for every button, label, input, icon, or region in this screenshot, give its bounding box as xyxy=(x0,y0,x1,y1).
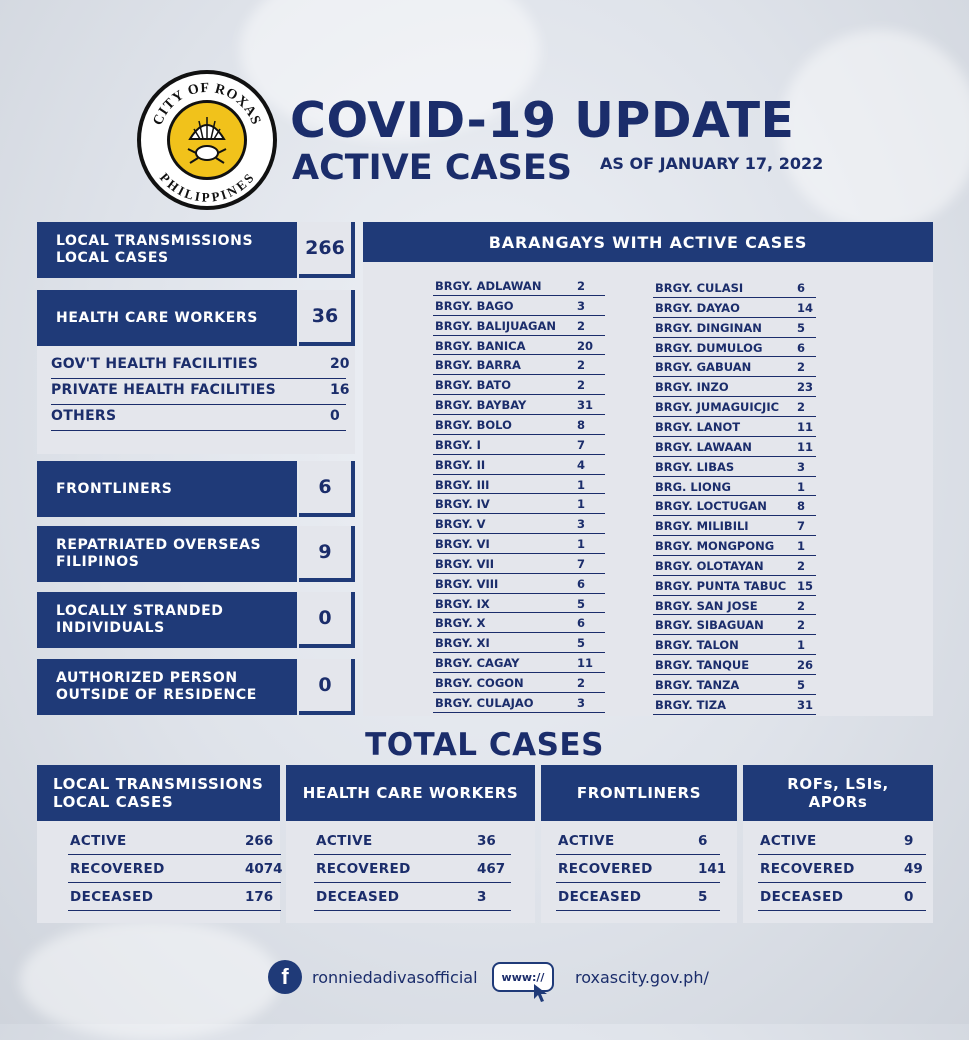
total-row-value: 36 xyxy=(477,833,496,849)
barangay-value: 11 xyxy=(577,656,594,671)
total-column-title: ROFs, LSIs, xyxy=(787,775,889,793)
barangay-name: BRGY. LIBAS xyxy=(655,459,735,474)
total-row xyxy=(758,828,926,855)
barangay-name: BRGY. OLOTAYAN xyxy=(655,558,764,573)
barangay-name: BRGY. DAYAO xyxy=(655,300,740,315)
barangay-name: BRGY. BANICA xyxy=(435,338,526,353)
barangay-name: BRGY. CULAJAO xyxy=(435,695,534,710)
stat-label: AUTHORIZED PERSON xyxy=(56,670,238,686)
total-row-value: 266 xyxy=(245,833,274,849)
total-row xyxy=(314,856,511,883)
barangay-name: BRGY. CAGAY xyxy=(435,656,520,671)
barangay-value: 6 xyxy=(577,616,586,631)
stat-locally-stranded xyxy=(37,592,355,648)
barangay-value: 2 xyxy=(577,318,586,333)
total-row-label: DECEASED xyxy=(558,889,642,905)
total-row xyxy=(556,884,720,911)
facebook-icon[interactable]: f xyxy=(268,960,302,994)
barangay-name: BRG. LIONG xyxy=(655,479,731,494)
barangay-value: 7 xyxy=(577,556,586,571)
barangay-value: 2 xyxy=(797,400,806,415)
barangay-name: BRGY. TALON xyxy=(655,638,739,653)
barangays-list-panel xyxy=(363,262,933,716)
barangay-value: 31 xyxy=(577,398,594,413)
total-row xyxy=(758,856,926,883)
page-title: COVID-19 UPDATE xyxy=(290,92,795,149)
total-row-value: 6 xyxy=(698,833,708,849)
total-column-header xyxy=(286,765,535,821)
barangay-value: 20 xyxy=(577,338,594,353)
barangay-value: 3 xyxy=(577,695,586,710)
total-row-label: DECEASED xyxy=(316,889,400,905)
stat-value: 6 xyxy=(299,461,355,517)
stat-label: OUTSIDE OF RESIDENCE xyxy=(56,687,257,703)
barangay-value: 3 xyxy=(577,298,586,313)
barangay-row xyxy=(433,653,605,673)
barangay-row xyxy=(653,338,816,358)
barangay-name: BRGY. CULASI xyxy=(655,281,744,295)
barangay-row xyxy=(433,673,605,693)
website-link[interactable]: roxascity.gov.ph/ xyxy=(575,968,709,987)
barangay-value: 26 xyxy=(797,658,814,673)
total-row-value: 176 xyxy=(245,889,274,905)
barangay-name: BRGY. III xyxy=(435,477,490,492)
barangay-value: 5 xyxy=(577,596,586,611)
total-row xyxy=(68,828,281,855)
barangay-row xyxy=(653,655,816,675)
barangay-row xyxy=(433,435,605,455)
barangay-name: BRGY. TANQUE xyxy=(655,658,750,673)
web-icon: www:// xyxy=(492,962,554,992)
shell-crab-icon xyxy=(170,103,244,177)
barangay-value: 5 xyxy=(797,678,806,692)
total-row xyxy=(758,884,926,911)
total-column xyxy=(37,765,283,923)
barangay-row xyxy=(433,494,605,514)
barangay-name: BRGY. PUNTA TABUC xyxy=(655,578,787,593)
barangay-value: 11 xyxy=(797,439,814,454)
stat-frontliners xyxy=(37,461,355,517)
barangay-name: BRGY. VII xyxy=(435,556,495,571)
barangay-name: BRGY. IV xyxy=(435,497,490,512)
barangay-row xyxy=(653,615,816,635)
barangay-row xyxy=(653,635,816,655)
background-virus-shape xyxy=(780,30,969,230)
total-column-title: LOCAL CASES xyxy=(53,793,174,811)
barangay-row xyxy=(433,355,605,375)
facility-name: PRIVATE HEALTH FACILITIES xyxy=(51,382,277,398)
stat-value: 266 xyxy=(299,222,355,278)
barangay-name: BRGY. DUMULOG xyxy=(655,340,763,355)
barangay-value: 3 xyxy=(577,517,586,532)
total-row-label: RECOVERED xyxy=(316,861,411,877)
total-column-body xyxy=(743,821,933,923)
stat-label: LOCAL CASES xyxy=(56,250,169,266)
stat-value: 9 xyxy=(299,526,355,582)
barangay-value: 6 xyxy=(577,576,586,591)
barangay-value: 6 xyxy=(797,340,806,355)
barangay-row xyxy=(433,693,605,713)
total-row xyxy=(314,884,511,911)
barangay-value: 7 xyxy=(797,519,806,534)
stat-label: REPATRIATED OVERSEAS xyxy=(56,537,262,553)
barangay-name: BRGY. X xyxy=(435,616,486,631)
stat-label: INDIVIDUALS xyxy=(56,620,165,636)
total-row-label: RECOVERED xyxy=(70,861,165,877)
total-column-title: APORs xyxy=(808,793,868,811)
facility-value: 16 xyxy=(330,382,350,398)
barangay-row xyxy=(433,455,605,475)
barangay-value: 2 xyxy=(577,676,586,690)
barangay-value: 1 xyxy=(577,537,586,552)
stat-label: FILIPINOS xyxy=(56,554,140,570)
barangay-row xyxy=(653,278,816,298)
total-row-value: 9 xyxy=(904,833,914,849)
total-row-value: 5 xyxy=(698,889,708,905)
barangay-name: BRGY. I xyxy=(435,437,481,452)
hcw-breakdown xyxy=(37,346,355,454)
barangay-name: BRGY. DINGINAN xyxy=(655,320,762,335)
barangay-row xyxy=(653,477,816,497)
barangay-row xyxy=(653,397,816,417)
barangay-name: BRGY. TIZA xyxy=(655,697,726,712)
total-column-header xyxy=(541,765,737,821)
barangay-row xyxy=(433,276,605,296)
barangay-name: BRGY. TANZA xyxy=(655,678,740,692)
total-column xyxy=(286,765,535,923)
facility-name: OTHERS xyxy=(51,408,117,424)
barangay-value: 2 xyxy=(797,360,806,375)
total-column-body xyxy=(37,821,283,923)
total-row xyxy=(314,828,511,855)
barangay-name: BRGY. BALIJUAGAN xyxy=(435,318,557,333)
barangay-row xyxy=(433,375,605,395)
facility-value: 0 xyxy=(330,408,340,424)
stat-value: 0 xyxy=(299,592,355,648)
barangay-name: BRGY. II xyxy=(435,457,486,472)
barangay-row xyxy=(653,417,816,437)
barangay-name: BRGY. BATO xyxy=(435,378,511,393)
barangay-name: BRGY. IX xyxy=(435,596,490,611)
barangay-row xyxy=(653,437,816,457)
total-row-value: 141 xyxy=(698,861,727,877)
stat-label: LOCAL TRANSMISSIONS xyxy=(56,233,254,249)
barangay-row xyxy=(653,596,816,616)
total-row-value: 49 xyxy=(904,861,923,877)
total-row-label: RECOVERED xyxy=(760,861,855,877)
barangay-value: 8 xyxy=(577,417,586,432)
total-row-value: 4074 xyxy=(245,861,283,877)
barangay-name: BRGY. SIBAGUAN xyxy=(655,618,764,633)
barangay-value: 7 xyxy=(577,437,586,452)
barangay-row xyxy=(653,457,816,477)
barangay-name: BRGY. MILIBILI xyxy=(655,519,749,534)
barangay-value: 1 xyxy=(577,477,586,492)
barangay-value: 1 xyxy=(797,539,806,554)
stat-repatriated-ofw xyxy=(37,526,355,582)
barangay-value: 1 xyxy=(797,638,806,653)
facility-name: GOV'T HEALTH FACILITIES xyxy=(51,356,259,372)
barangay-value: 2 xyxy=(797,618,806,633)
barangays-header: BARANGAYS WITH ACTIVE CASES xyxy=(363,222,933,262)
stat-health-care-workers xyxy=(37,290,355,346)
stat-local-transmissions xyxy=(37,222,355,278)
barangay-value: 2 xyxy=(577,279,586,293)
total-row-value: 0 xyxy=(904,889,914,905)
barangay-row xyxy=(433,316,605,336)
seal-emblem xyxy=(167,100,247,180)
barangay-value: 14 xyxy=(797,300,814,315)
barangay-row xyxy=(653,357,816,377)
stat-label: FRONTLINERS xyxy=(56,480,173,497)
total-row xyxy=(68,856,281,883)
hcw-breakdown-row xyxy=(51,352,350,379)
total-column-body xyxy=(286,821,535,923)
barangay-value: 11 xyxy=(797,419,814,434)
stat-label: HEALTH CARE WORKERS xyxy=(56,309,258,326)
total-column xyxy=(541,765,737,923)
barangay-row xyxy=(433,415,605,435)
hcw-breakdown-row xyxy=(51,378,350,405)
stat-value: 36 xyxy=(299,290,355,346)
barangay-row xyxy=(433,633,605,653)
seal-top-text: CITY OF ROXAS xyxy=(150,80,264,128)
barangay-row xyxy=(653,496,816,516)
barangay-row xyxy=(433,534,605,554)
page-subtitle: ACTIVE CASES xyxy=(292,148,572,188)
barangay-name: BRGY. BOLO xyxy=(435,417,512,432)
barangay-row xyxy=(653,576,816,596)
barangay-value: 15 xyxy=(797,578,814,593)
city-seal-logo xyxy=(137,70,277,210)
barangay-value: 5 xyxy=(577,636,586,651)
barangay-name: BRGY. JUMAGUICJIC xyxy=(655,400,780,415)
total-row-label: DECEASED xyxy=(70,889,154,905)
hcw-breakdown-row xyxy=(51,404,346,431)
barangay-row xyxy=(653,536,816,556)
barangay-row xyxy=(433,613,605,633)
barangay-value: 2 xyxy=(797,558,806,573)
stat-label: LOCALLY STRANDED xyxy=(56,603,224,619)
facility-value: 20 xyxy=(330,356,350,372)
barangay-name: BRGY. GABUAN xyxy=(655,360,752,375)
barangay-row xyxy=(433,574,605,594)
total-row-label: RECOVERED xyxy=(558,861,653,877)
barangay-name: BRGY. BARRA xyxy=(435,358,521,373)
barangay-value: 1 xyxy=(797,479,806,494)
total-row-label: ACTIVE xyxy=(316,833,373,849)
total-row-value: 3 xyxy=(477,889,487,905)
barangay-value: 8 xyxy=(797,499,806,514)
barangay-name: BRGY. VIII xyxy=(435,576,499,591)
barangay-value: 5 xyxy=(797,320,806,335)
barangay-name: BRGY. BAYBAY xyxy=(435,398,527,413)
background-virus-shape xyxy=(20,920,280,1040)
facebook-handle[interactable]: ronniedadivasofficial xyxy=(312,968,478,987)
barangay-row xyxy=(433,296,605,316)
total-row xyxy=(556,828,720,855)
barangay-value: 2 xyxy=(577,378,586,393)
total-column-header xyxy=(743,765,933,821)
seal-bottom-text: PHILIPPINES xyxy=(156,169,258,205)
barangay-row xyxy=(653,298,816,318)
stat-value: 0 xyxy=(299,659,355,715)
total-row-label: DECEASED xyxy=(760,889,844,905)
barangay-value: 31 xyxy=(797,697,814,712)
barangay-row xyxy=(653,377,816,397)
total-row-label: ACTIVE xyxy=(70,833,127,849)
barangay-name: BRGY. INZO xyxy=(655,380,729,395)
total-cases-title: TOTAL CASES xyxy=(365,727,604,763)
total-column xyxy=(743,765,933,923)
barangay-row xyxy=(433,336,605,356)
total-row xyxy=(68,884,281,911)
barangay-name: BRGY. BAGO xyxy=(435,298,514,313)
total-column-header xyxy=(37,765,280,821)
stat-authorized-person xyxy=(37,659,355,715)
barangay-value: 2 xyxy=(797,598,806,613)
cursor-icon xyxy=(532,982,552,1004)
barangay-name: BRGY. ADLAWAN xyxy=(435,279,542,293)
barangay-row xyxy=(653,675,816,695)
total-row-value: 467 xyxy=(477,861,506,877)
barangay-value: 2 xyxy=(577,358,586,373)
barangay-value: 3 xyxy=(797,459,806,474)
barangay-row xyxy=(653,556,816,576)
barangay-name: BRGY. MONGPONG xyxy=(655,539,775,554)
barangay-row xyxy=(433,475,605,495)
barangay-name: BRGY. V xyxy=(435,517,486,532)
total-column-title: FRONTLINERS xyxy=(576,784,702,802)
barangay-value: 6 xyxy=(797,281,806,295)
barangay-row xyxy=(433,514,605,534)
barangay-row xyxy=(433,594,605,614)
total-row xyxy=(556,856,727,883)
total-column-body xyxy=(541,821,737,923)
barangay-name: BRGY. COGON xyxy=(435,676,524,690)
barangay-name: BRGY. SAN JOSE xyxy=(655,598,758,613)
barangay-row xyxy=(653,318,816,338)
barangay-row xyxy=(653,695,816,715)
barangay-row xyxy=(653,516,816,536)
barangay-name: BRGY. LOCTUGAN xyxy=(655,499,767,514)
as-of-date: AS OF JANUARY 17, 2022 xyxy=(600,154,824,173)
barangay-name: BRGY. VI xyxy=(435,537,490,552)
barangay-value: 1 xyxy=(577,497,586,512)
total-row-label: ACTIVE xyxy=(558,833,615,849)
barangay-value: 4 xyxy=(577,457,586,472)
barangay-name: BRGY. LAWAAN xyxy=(655,439,752,454)
barangay-row xyxy=(433,554,605,574)
barangay-value: 23 xyxy=(797,380,814,395)
barangay-name: BRGY. XI xyxy=(435,636,490,651)
total-column-title: HEALTH CARE WORKERS xyxy=(302,784,519,802)
total-row-label: ACTIVE xyxy=(760,833,817,849)
barangay-name: BRGY. LANOT xyxy=(655,419,741,434)
total-column-title: LOCAL TRANSMISSIONS xyxy=(53,775,264,793)
barangay-row xyxy=(433,395,605,415)
